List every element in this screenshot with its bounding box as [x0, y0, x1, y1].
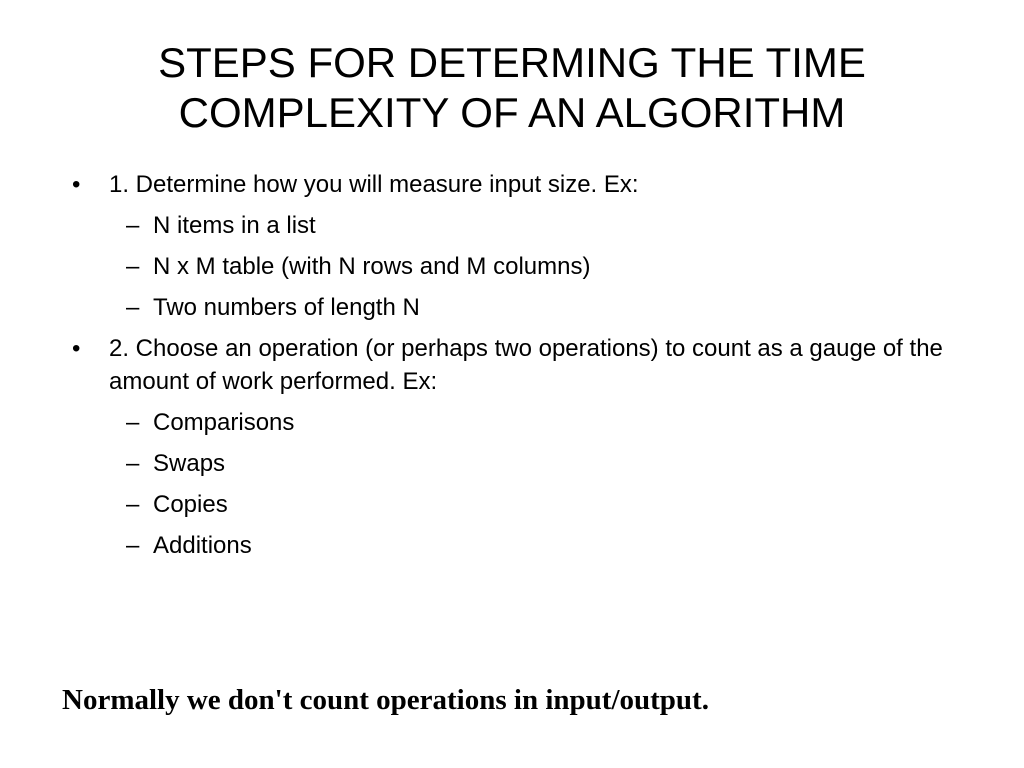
sub-item-text: N items in a list [153, 212, 316, 239]
bullet-icon: • [72, 171, 81, 198]
sub-item [68, 250, 948, 283]
footer-note: Normally we don't count operations in input/output. [62, 684, 709, 716]
sub-item [68, 291, 948, 324]
dash-icon: – [126, 532, 140, 559]
dash-icon: – [126, 491, 140, 518]
dash-icon: – [126, 294, 140, 321]
dash-icon: – [126, 450, 140, 477]
sub-item [68, 447, 948, 480]
step-text: 2. Choose an operation (or perhaps two operations) to count as a gauge of the amount of work performed. Ex: [109, 335, 943, 395]
step-item-1 [68, 168, 948, 201]
steps-list [68, 168, 948, 570]
sub-item-text: N x M table (with N rows and M columns) [153, 253, 591, 280]
slide-title [60, 38, 964, 138]
dash-icon: – [126, 212, 140, 239]
sub-item [68, 529, 948, 562]
title-line-2: COMPLEXITY OF AN ALGORITHM [178, 89, 846, 136]
dash-icon: – [126, 409, 140, 436]
step-item-2 [68, 332, 948, 398]
sub-item [68, 209, 948, 242]
title-line-1: STEPS FOR DETERMING THE TIME [158, 39, 866, 86]
sub-item-text: Additions [153, 532, 252, 559]
sub-item-text: Comparisons [153, 409, 295, 436]
sub-item-text: Copies [153, 491, 228, 518]
sub-item-text: Two numbers of length N [153, 294, 420, 321]
sub-item [68, 488, 948, 521]
sub-item [68, 406, 948, 439]
dash-icon: – [126, 253, 140, 280]
step-text: 1. Determine how you will measure input size. Ex: [109, 171, 639, 198]
sub-item-text: Swaps [153, 450, 226, 477]
bullet-icon: • [72, 335, 81, 362]
